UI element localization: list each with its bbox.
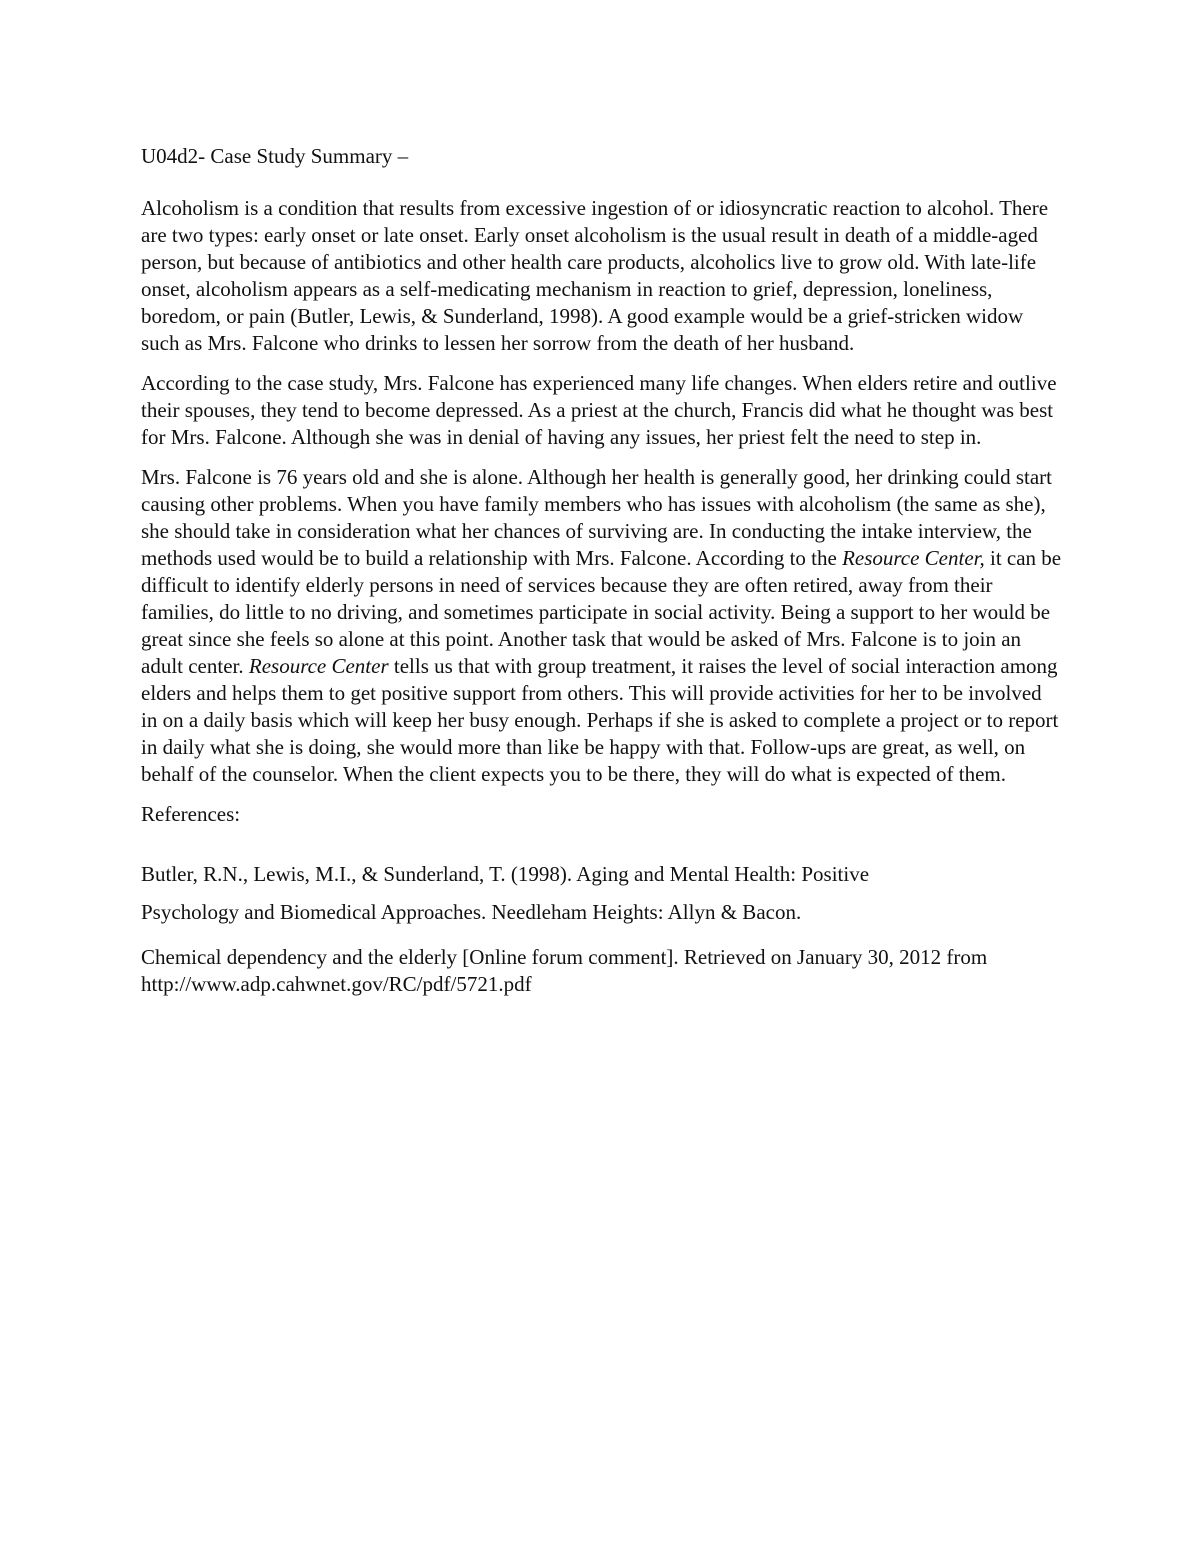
reference-butler-line-2: Psychology and Biomedical Approaches. Needleham Heights: Allyn & Bacon. — [141, 900, 802, 924]
paragraph-intake — [141, 464, 1063, 788]
paragraph-intake-text-2: it can be difficult to identify elderly persons in need of services because they are often retired, away from their families, do little to no driving, and sometimes participate in social activity. Being a support to her would be great since she feels so alone at this point. Another task that would be asked of Mrs. Falcone is to join an adult center. — [141, 546, 1062, 678]
references-heading: References: — [141, 802, 241, 826]
reference-butler-line-1: Butler, R.N., Lewis, M.I., & Sunderland, T. (1998). Aging and Mental Health: Positive — [141, 862, 870, 886]
paragraph-intro: Alcoholism is a condition that results from excessive ingestion of or idiosyncratic reaction to alcohol. There are two types: early onset or late onset. Early onset alcoholism is the usual result in death of a middle-aged person, but because of antibiotics and other health care products, alcoholics live to grow old. With late-life onset, alcoholism appears as a self-medicating mechanism in reaction to grief, depression, loneliness, boredom, or pain (Butler, Lewis, & Sunderland, 1998). A good example would be a grief-stricken widow such as Mrs. Falcone who drinks to lessen her sorrow from the death of her husband. — [141, 196, 1049, 355]
resource-center-italic-1: Resource Center, — [842, 546, 985, 570]
resource-center-italic-2: Resource Center — [248, 654, 389, 678]
reference-butler — [141, 855, 1063, 931]
document-title: U04d2- Case Study Summary – — [141, 144, 409, 168]
paragraph-case-study: According to the case study, Mrs. Falcone has experienced many life changes. When elders retire and outlive their spouses, they tend to become depressed. As a priest at the church, Francis did what he thought was best for Mrs. Falcone. Although she was in denial of having any issues, her priest felt the need to step in. — [141, 371, 1057, 449]
paragraph-intake-text-1: Mrs. Falcone is 76 years old and she is alone. Although her health is generally good, her drinking could start causing other problems. When you have family members who has issues with alcoholism (the same as she), she should take in consideration what her chances of surviving are. In conducting the intake interview, the methods used would be to build a relationship with Mrs. Falcone. According to the — [141, 465, 1052, 570]
document-body — [141, 143, 1063, 1011]
reference-chemical-dependency: Chemical dependency and the elderly [Online forum comment]. Retrieved on January 30, 2012 from http://www.adp.cahwnet.gov/RC/pdf/5721.pdf — [141, 945, 988, 996]
paragraph-intake-text-3: tells us that with group treatment, it raises the level of social interaction among elders and helps them to get positive support from others. This will provide activities for her to be involved in on a daily basis which will keep her busy enough. Perhaps if she is asked to complete a project or to report in daily what she is doing, she would more than like be happy with that. Follow-ups are great, as well, on behalf of the counselor. When the client expects you to be there, they will do what is expected of them. — [141, 654, 1059, 786]
